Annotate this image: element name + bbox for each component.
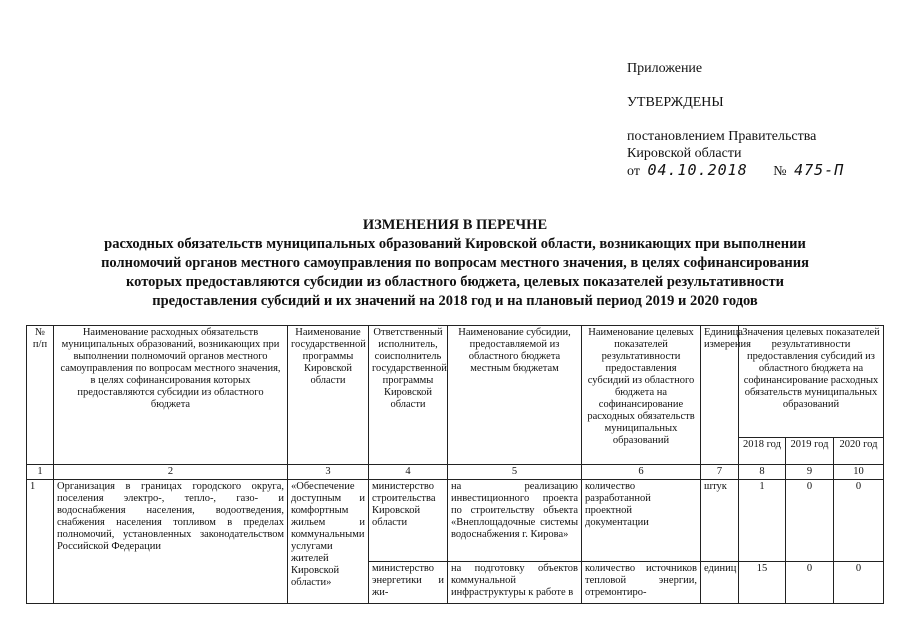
- decree-number: 475-П: [794, 161, 845, 179]
- column-number: 5: [448, 465, 582, 480]
- row-value-2020: 0: [834, 480, 884, 562]
- column-number: 3: [288, 465, 369, 480]
- column-number: 8: [739, 465, 786, 480]
- approved-label: УТВЕРЖДЕНЫ: [627, 95, 724, 110]
- appendix-label: Приложение: [627, 61, 703, 76]
- column-number: 2: [54, 465, 288, 480]
- header-unit: Единица измерения: [701, 326, 739, 465]
- decree-date-number: [627, 162, 848, 180]
- title-line-4: которых предоставляются субсидии из областного бюджета, целевых показателей результативности: [126, 274, 784, 290]
- header-indicator: Наименование целевых показателей результативности предоставления субсидий из областного бюджета на софинансирование расходных обязательств муниципальных образований: [582, 326, 701, 465]
- column-number: 9: [786, 465, 834, 480]
- row-value-2018: 15: [739, 562, 786, 604]
- header-executor: Ответственный исполнитель, соисполнитель государственной программы Кировской области: [369, 326, 448, 465]
- header-year-2018: 2018 год: [739, 438, 786, 465]
- column-number: 1: [27, 465, 54, 480]
- approval-block: [627, 60, 848, 180]
- title-line-5: предоставления субсидий и их значений на 2018 год и на плановый период 2019 и 2020 годов: [152, 293, 758, 309]
- column-number: 6: [582, 465, 701, 480]
- row-num: 1: [27, 480, 54, 604]
- row-value-2019: 0: [786, 480, 834, 562]
- row-unit: штук: [701, 480, 739, 562]
- table-row: [27, 480, 884, 562]
- decree-date: 04.10.2018: [647, 161, 748, 179]
- header-row: [27, 326, 884, 438]
- row-obligation: Организация в границах городского округа, поселения электро-, тепло-, газо- и водоснабжения населения, водоотведения, снабжения населения топливом в пределах полномочий, установленных законодательством Российской Федерации: [54, 480, 288, 604]
- row-subsidy: на подготовку объектов коммунальной инфраструктуры к работе в: [448, 562, 582, 604]
- header-program: Наименование государственной программы Кировской области: [288, 326, 369, 465]
- obligations-table: [26, 325, 884, 604]
- column-number: 4: [369, 465, 448, 480]
- row-value-2019: 0: [786, 562, 834, 604]
- number-prefix: №: [773, 164, 787, 179]
- header-year-2020: 2020 год: [834, 438, 884, 465]
- row-executor: министерство строительства Кировской области: [369, 480, 448, 562]
- title-line-3: полномочий органов местного самоуправления по вопросам местного значения, в целях софинансирования: [101, 255, 809, 271]
- approved-by-line2: Кировской области: [627, 146, 742, 161]
- header-values: Значения целевых показателей результативности предоставления субсидий из областного бюджета на софинансирование расходных обязательств муниципальных образований: [739, 326, 884, 438]
- header-obligation: Наименование расходных обязательств муниципальных образований, возникающих при выполнении полномочий органов местного самоуправления по вопросам местного значения, в целях софинансирования которых предоставляются субсидии из областного бюджета: [54, 326, 288, 465]
- document-title: [60, 216, 850, 311]
- header-num: № п/п: [27, 326, 54, 465]
- row-value-2018: 1: [739, 480, 786, 562]
- row-unit: единиц: [701, 562, 739, 604]
- column-number: 7: [701, 465, 739, 480]
- title-line-2: расходных обязательств муниципальных образований Кировской области, возникающих при выполнении: [104, 236, 806, 252]
- row-program: «Обеспечение доступным и комфортным жильем и коммунальными услугами жителей Кировской области»: [288, 480, 369, 604]
- header-subsidy: Наименование субсидии, предоставляемой из областного бюджета местным бюджетам: [448, 326, 582, 465]
- row-executor: министерство энергетики и жи-: [369, 562, 448, 604]
- row-indicator: количество источников тепловой энергии, отремонтиро-: [582, 562, 701, 604]
- title-line-1: ИЗМЕНЕНИЯ В ПЕРЕЧНЕ: [362, 217, 548, 233]
- date-prefix: от: [627, 164, 640, 179]
- row-subsidy: на реализацию инвестиционного проекта по строительству объекта «Внеплощадочные системы водоснабжения г. Кирова»: [448, 480, 582, 562]
- header-year-2019: 2019 год: [786, 438, 834, 465]
- row-value-2020: 0: [834, 562, 884, 604]
- column-number-row: [27, 465, 884, 480]
- column-number: 10: [834, 465, 884, 480]
- row-indicator: количество разработанной проектной документации: [582, 480, 701, 562]
- approved-by-line1: постановлением Правительства: [627, 129, 817, 144]
